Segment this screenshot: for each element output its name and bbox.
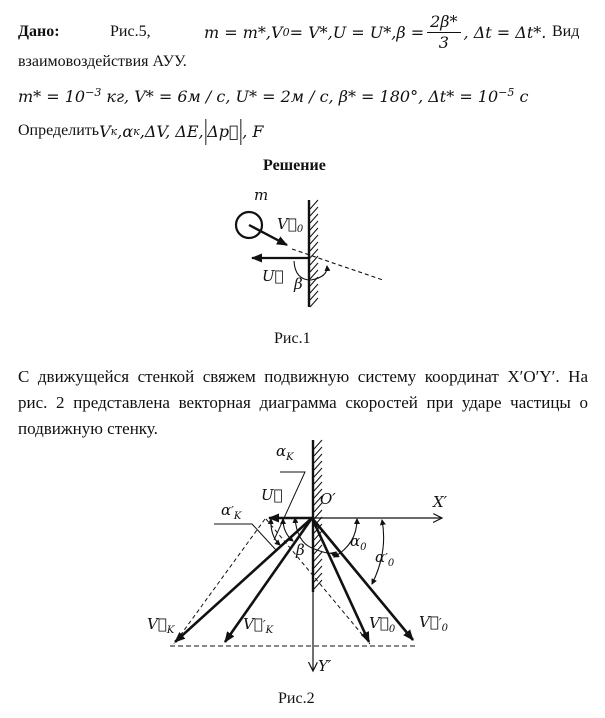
param-exp2: −5 bbox=[498, 86, 515, 99]
wall-hatching bbox=[314, 440, 322, 589]
figure2 bbox=[147, 440, 449, 675]
eq-dt: , Δt = Δt*. bbox=[463, 22, 547, 42]
y-axis-label: Y′ bbox=[318, 657, 332, 675]
eq-u: U = U*, bbox=[332, 22, 397, 42]
figure-reference: Рис.5, bbox=[110, 23, 151, 40]
origin-label: O′ bbox=[320, 490, 336, 508]
alpha-k-prime-callout-line bbox=[214, 524, 276, 550]
v0-label: $V⃗_0$ bbox=[369, 614, 396, 635]
v0-prime-vector bbox=[312, 518, 413, 640]
param-exp1: −3 bbox=[85, 86, 102, 99]
body-paragraph bbox=[18, 364, 588, 442]
paragraph-line-2: рис. 2 представлена векторная диаграмма скоростей при ударе частицы о bbox=[18, 393, 588, 412]
param-part1: m* = 10 bbox=[18, 87, 86, 106]
x-axis-label: X′ bbox=[433, 493, 448, 511]
fraction-numerator: 2β* bbox=[427, 13, 460, 33]
mass-label: m bbox=[254, 186, 269, 204]
u-label: U⃗ bbox=[261, 486, 283, 504]
vk-label: $V⃗_K$ bbox=[147, 615, 175, 636]
figure1-caption: Рис.1 bbox=[274, 330, 311, 347]
given-label: Дано: bbox=[18, 23, 60, 40]
find-sep2: , bbox=[139, 121, 145, 141]
fraction-denominator: 3 bbox=[438, 32, 449, 52]
find-sep1: , bbox=[117, 121, 123, 141]
find-vk: V bbox=[99, 121, 111, 141]
beta-label: β bbox=[296, 541, 305, 559]
vk-prime-vector bbox=[225, 518, 312, 642]
find-alphak-sub: к bbox=[133, 124, 140, 138]
find-alphak: α bbox=[122, 121, 134, 141]
find-label: Определить bbox=[18, 122, 100, 139]
v0-label: $V⃗_0$ bbox=[277, 215, 304, 235]
v0-vector bbox=[312, 518, 369, 642]
given-trailing-word: Вид bbox=[552, 23, 580, 40]
eq-v0-sub: 0 bbox=[282, 25, 290, 39]
figure1 bbox=[236, 186, 383, 307]
figure2-caption: Рис.2 bbox=[278, 690, 315, 707]
eq-v0: V bbox=[271, 22, 283, 42]
param-part2: кг, V* = 6м / с, U* = 2м / с, β* = 180°, Δt* = 10 bbox=[101, 87, 499, 106]
v0-prime-label: $V⃗'_0$ bbox=[419, 613, 448, 634]
paragraph-line-1: С движущейся стенкой свяжем подвижную систему координат X′O′Y′. На bbox=[18, 367, 588, 386]
find-dv-de: ΔV, ΔE, bbox=[144, 121, 204, 141]
alpha-k-angle-arc bbox=[271, 519, 280, 545]
alpha-k-prime-label: $\alpha'_K$ bbox=[221, 501, 242, 522]
eq-m: m = m*, bbox=[204, 22, 272, 42]
eq-v0-rest: = V*, bbox=[289, 22, 333, 42]
find-dp: Δp⃗ bbox=[207, 121, 239, 141]
abs-bar-left: | bbox=[203, 115, 208, 146]
alpha-0-prime-label: $\alpha'_0$ bbox=[375, 548, 395, 569]
solution-heading: Решение bbox=[263, 157, 326, 174]
find-vk-sub: к bbox=[110, 124, 118, 138]
interaction-type-text: взаимовоздействия АУУ. bbox=[18, 53, 187, 70]
paragraph-line-3: подвижную стенку. bbox=[18, 419, 158, 438]
alpha-k-label: $\alpha_K$ bbox=[276, 442, 294, 463]
param-part3: с bbox=[514, 87, 529, 106]
vk-prime-label: $V⃗'_K$ bbox=[243, 615, 274, 636]
eq-beta: β = bbox=[396, 22, 425, 42]
trajectory-dashed-line bbox=[292, 249, 383, 280]
wall-hatching bbox=[310, 200, 318, 307]
find-f: , F bbox=[242, 121, 264, 141]
abs-bar-right: | bbox=[238, 115, 243, 146]
beta-label: β bbox=[294, 275, 303, 293]
u-label: U⃗ bbox=[262, 267, 284, 285]
alpha-0-label: $\alpha_0$ bbox=[350, 532, 367, 553]
